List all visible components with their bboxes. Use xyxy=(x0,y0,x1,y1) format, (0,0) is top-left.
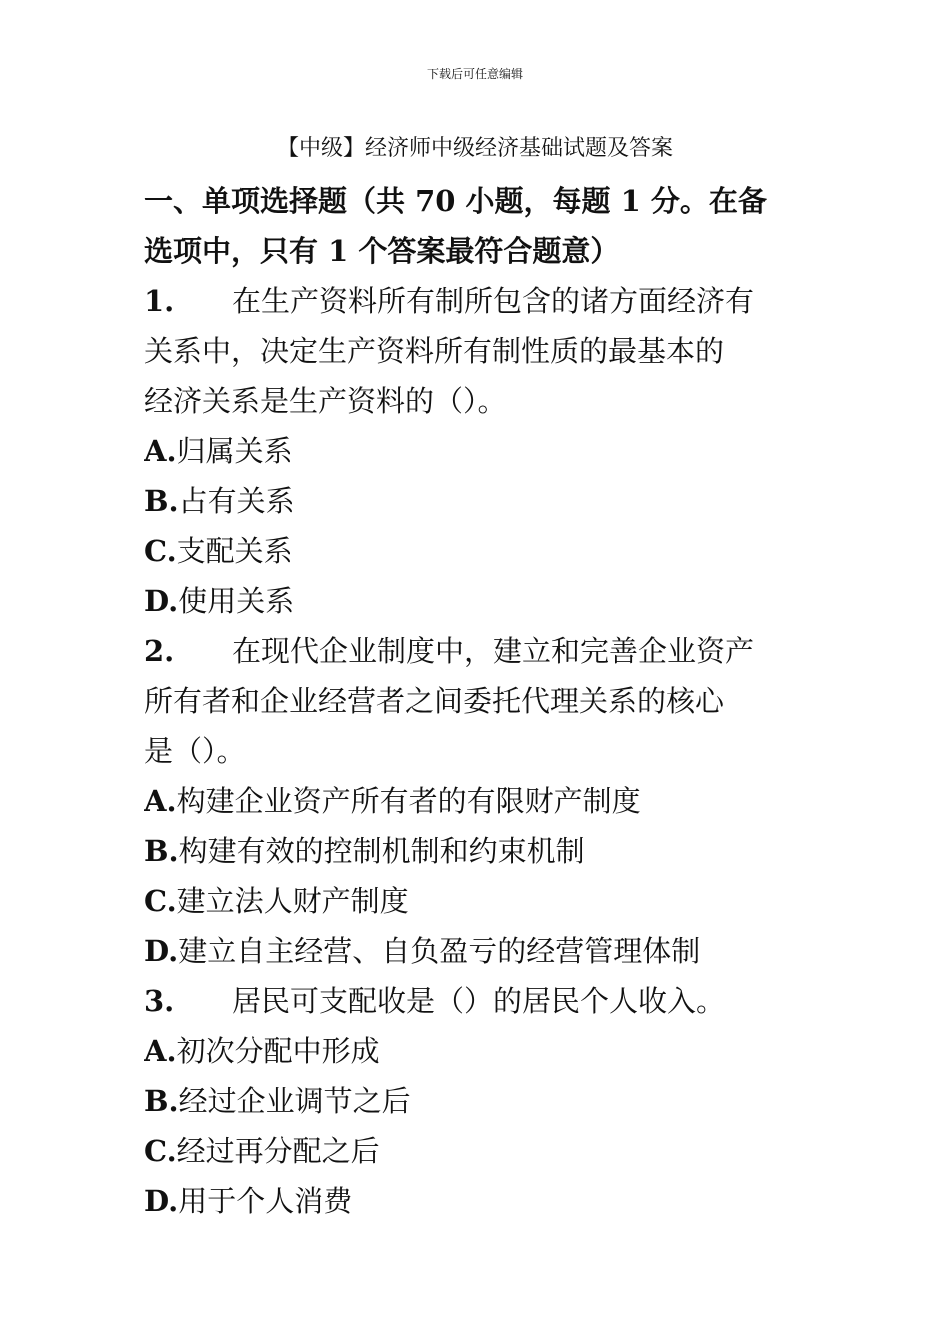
question-2-stem-line-3: 是（）。 xyxy=(144,734,246,768)
question-3-option-b xyxy=(144,1076,814,1126)
option-text: 占有关系 xyxy=(178,484,295,518)
question-2-option-a xyxy=(144,776,814,826)
question-2-text: 在现代企业制度中，建立和完善企业资产 xyxy=(232,634,755,668)
option-letter: B. xyxy=(144,1084,179,1118)
option-text: 归属关系 xyxy=(176,434,293,468)
question-1-stem-line-1 xyxy=(144,276,814,326)
document-title: 【中级】经济师中级经济基础试题及答案 xyxy=(276,136,673,161)
question-1-text: 在生产资料所有制所包含的诸方面经济有 xyxy=(232,284,755,318)
option-text: 构建有效的控制机制和约束机制 xyxy=(178,834,585,868)
question-2-option-b xyxy=(144,826,814,876)
option-text: 使用关系 xyxy=(178,584,295,618)
question-3-option-a xyxy=(144,1026,814,1076)
option-text: 支配关系 xyxy=(176,534,293,568)
question-1-stem-line-2: 关系中，决定生产资料所有制性质的最基本的 xyxy=(144,334,725,368)
question-2-stem-line-2: 所有者和企业经营者之间委托代理关系的核心 xyxy=(144,684,725,718)
section-heading-line-2: 选项中，只有 1 个答案最符合题意） xyxy=(144,234,620,268)
option-letter: C. xyxy=(144,534,177,568)
question-1-number: 1. xyxy=(144,284,175,318)
page-header: 下载后可任意编辑 xyxy=(426,67,523,81)
option-text: 初次分配中形成 xyxy=(176,1034,380,1068)
question-3-stem-line-1 xyxy=(144,976,814,1026)
question-2-option-d xyxy=(144,926,814,976)
question-3-text: 居民可支配收是（）的居民个人收入。 xyxy=(232,984,726,1018)
option-text: 建立自主经营、自负盈亏的经营管理体制 xyxy=(178,934,701,968)
option-text: 用于个人消费 xyxy=(178,1184,353,1218)
option-letter: A. xyxy=(144,784,177,818)
option-letter: B. xyxy=(144,834,179,868)
option-letter: A. xyxy=(144,1034,177,1068)
question-1-option-b xyxy=(144,476,814,526)
option-text: 构建企业资产所有者的有限财产制度 xyxy=(176,784,641,818)
option-letter: C. xyxy=(144,1134,177,1168)
option-text: 建立法人财产制度 xyxy=(176,884,409,918)
question-1-option-a xyxy=(144,426,814,476)
option-letter: A. xyxy=(144,434,177,468)
document-body xyxy=(144,176,814,1226)
question-2-stem-line-1 xyxy=(144,626,814,676)
option-letter: D. xyxy=(144,584,179,618)
question-1-option-d xyxy=(144,576,814,626)
option-text: 经过企业调节之后 xyxy=(178,1084,411,1118)
option-letter: C. xyxy=(144,884,177,918)
question-1-stem-line-3: 经济关系是生产资料的（）。 xyxy=(144,384,507,418)
question-3-option-c xyxy=(144,1126,814,1176)
option-letter: B. xyxy=(144,484,179,518)
question-2-number: 2. xyxy=(144,634,175,668)
section-heading-line-1: 一、单项选择题（共 70 小题，每题 1 分。在备 xyxy=(144,184,767,218)
question-2-option-c xyxy=(144,876,814,926)
question-1-option-c xyxy=(144,526,814,576)
option-letter: D. xyxy=(144,934,179,968)
option-text: 经过再分配之后 xyxy=(176,1134,380,1168)
question-3-option-d xyxy=(144,1176,814,1226)
question-3-number: 3. xyxy=(144,984,175,1018)
option-letter: D. xyxy=(144,1184,179,1218)
